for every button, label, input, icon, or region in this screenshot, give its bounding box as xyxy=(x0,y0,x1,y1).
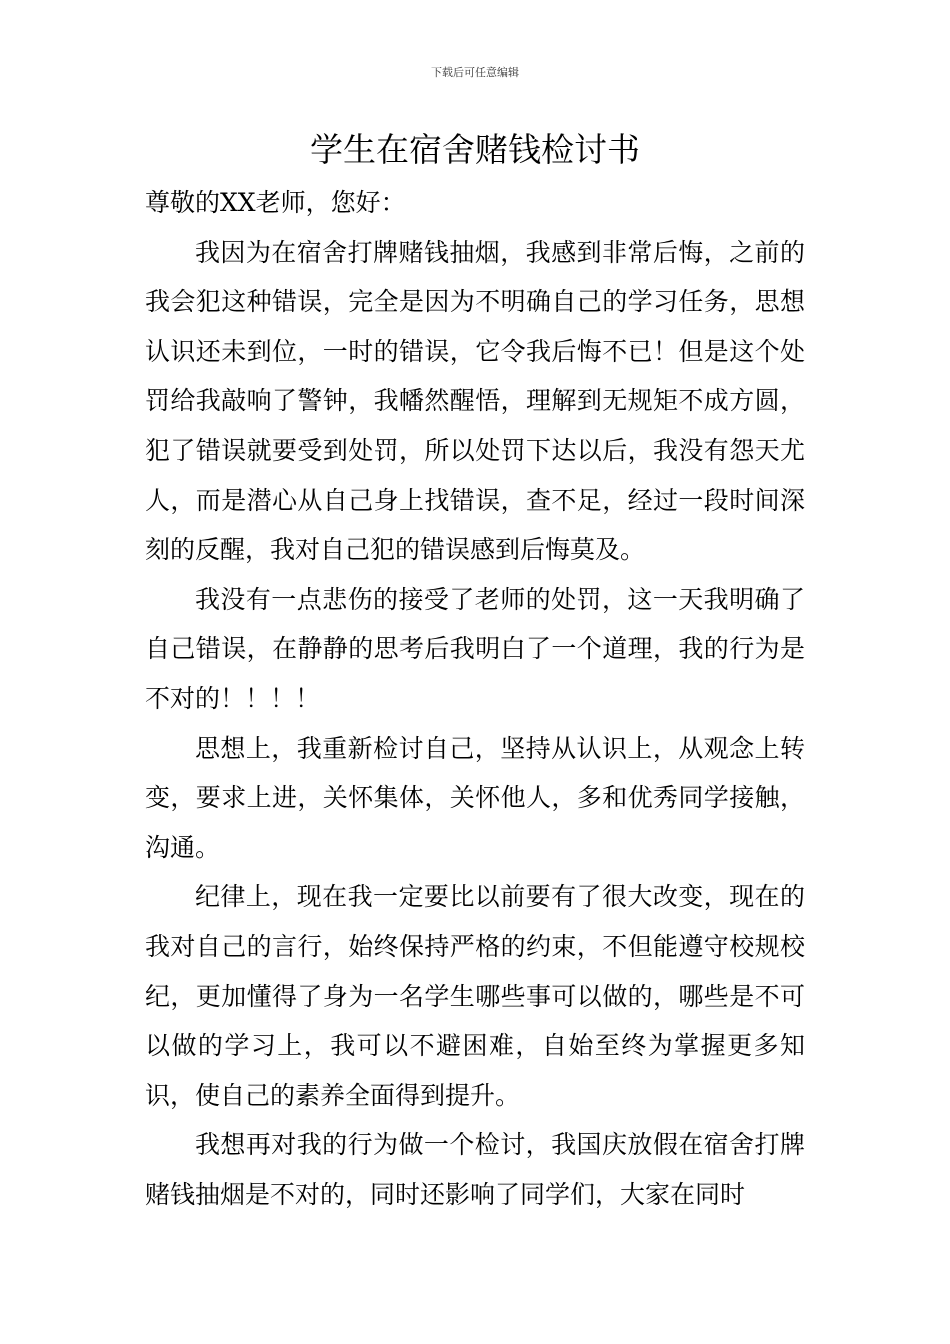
body-paragraph-1: 我因为在宿舍打牌赌钱抽烟，我感到非常后悔，之前的我会犯这种错误，完全是因为不明确自己的学习任务，思想认识还未到位，一时的错误，它令我后悔不已！但是这个处罚给我敲响了警钟，我幡然醒悟，理解到无规矩不成方圆，犯了错误就要受到处罚，所以处罚下达以后，我没有怨天尤人，而是潜心从自己身上找错误，查不足，经过一段时间深刻的反醒，我对自己犯的错误感到后悔莫及。 xyxy=(145,237,805,565)
body-paragraph-3: 思想上，我重新检讨自己，坚持从认识上，从观念上转变，要求上进，关怀集体，关怀他人，多和优秀同学接触，沟通。 xyxy=(145,733,805,862)
document-title: 学生在宿舍赌钱检讨书 xyxy=(310,130,640,169)
document-body xyxy=(145,178,805,1219)
body-paragraph-4: 纪律上，现在我一定要比以前要有了很大改变，现在的我对自己的言行，始终保持严格的约束，不但能遵守校规校纪，更加懂得了身为一名学生哪些事可以做的，哪些是不可以做的学习上，我可以不避困难，自始至终为掌握更多知识，使自己的素养全面得到提升。 xyxy=(145,882,805,1110)
page-header-note: 下载后可任意编辑 xyxy=(431,66,519,79)
body-paragraph-2: 我没有一点悲伤的接受了老师的处罚，这一天我明确了自己错误，在静静的思考后我明白了一个道理，我的行为是不对的！！！！ xyxy=(145,584,805,713)
salutation: 尊敬的XX老师，您好： xyxy=(145,188,406,217)
body-paragraph-5: 我想再对我的行为做一个检讨，我国庆放假在宿舍打牌赌钱抽烟是不对的，同时还影响了同学们，大家在同时 xyxy=(145,1130,805,1209)
